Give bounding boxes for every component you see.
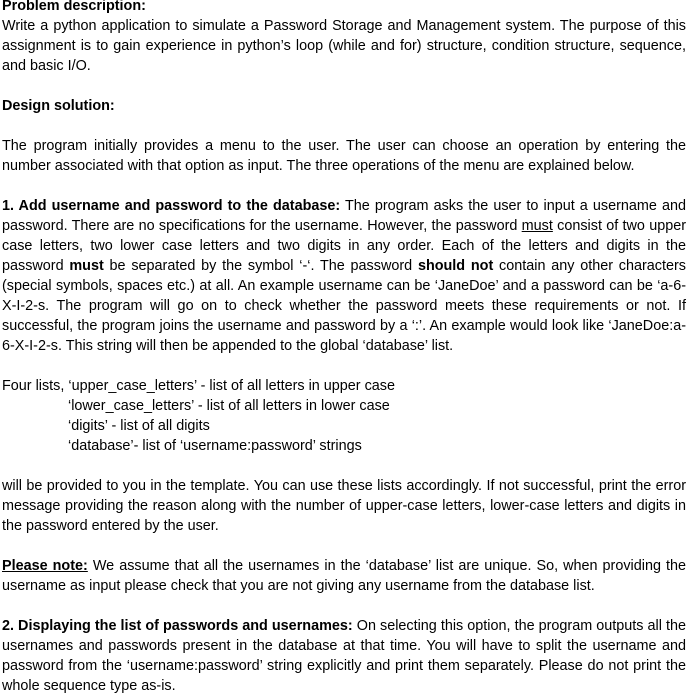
operation-2-heading: 2. Displaying the list of passwords and usernames: (2, 618, 353, 634)
note-text: We assume that all the usernames in the ‘database’ list are unique. So, when providing the username as input please check that you are not giving any username from the database list. (2, 558, 686, 594)
design-heading: Design solution: (2, 98, 115, 114)
problem-heading: Problem description: (2, 0, 146, 14)
op1-text-4: contain any other characters (special symbols, spaces etc.) at all. An example username can be ‘JaneDoe’ and a password can be ‘a-6-X-I-2-s. The program will go on to check whether the password meets these requirements or not. If successful, the program joins the username and password by a ‘:’. An example would look like ‘JaneDoe:a-6-X-I-2-s. This string will then be appended to the global ‘database’ list. (2, 258, 686, 354)
op1-text-3: be separated by the symbol ‘-‘. The password (103, 258, 418, 274)
operation-1-paragraph (2, 196, 686, 356)
lists-line-1: Four lists, ‘upper_case_letters’ - list of all letters in upper case (2, 378, 395, 394)
operation-1-heading: 1. Add username and password to the database: (2, 198, 341, 214)
note-paragraph (2, 556, 686, 596)
lists-line-2: ‘lower_case_letters’ - list of all letters in lower case (68, 398, 390, 414)
document (2, 0, 686, 696)
note-label: Please note: (2, 558, 88, 574)
operation-2-paragraph (2, 616, 686, 696)
must-underlined: must (521, 218, 553, 234)
lists-line-3: ‘digits’ - list of all digits (68, 418, 210, 434)
must-bold: must (69, 258, 104, 274)
design-intro: The program initially provides a menu to the user. The user can choose an operation by entering the number associated with that option as input. The three operations of the menu are explained below. (2, 138, 686, 174)
problem-text: Write a python application to simulate a Password Storage and Management system. The purpose of this assignment is to gain experience in python’s loop (while and for) structure, condition structure, sequence, and basic I/O. (2, 18, 686, 74)
op1-text-1: The program asks the user to input a username and password. There are no specifications for the username. However, the password (2, 198, 686, 234)
op2-text: On selecting this option, the program outputs all the usernames and passwords present in the database at that time. You will have to split the username and password from the ‘username:password’ string explicitly and print them separately. Please do not print the whole sequence type as-is. (2, 618, 686, 694)
should-not-bold: should not (417, 258, 494, 274)
op1-text-2: consist of two upper case letters, two lower case letters and two digits in any order. Each of the letters and digits in the password (2, 218, 687, 274)
lists-line-4: ‘database’- list of ‘username:password’ strings (68, 438, 362, 454)
lists-after-text: will be provided to you in the template. You can use these lists accordingly. If not successful, print the error message providing the reason along with the number of upper-case letters, lower-case letters and digits in the password entered by the user. (2, 478, 686, 534)
